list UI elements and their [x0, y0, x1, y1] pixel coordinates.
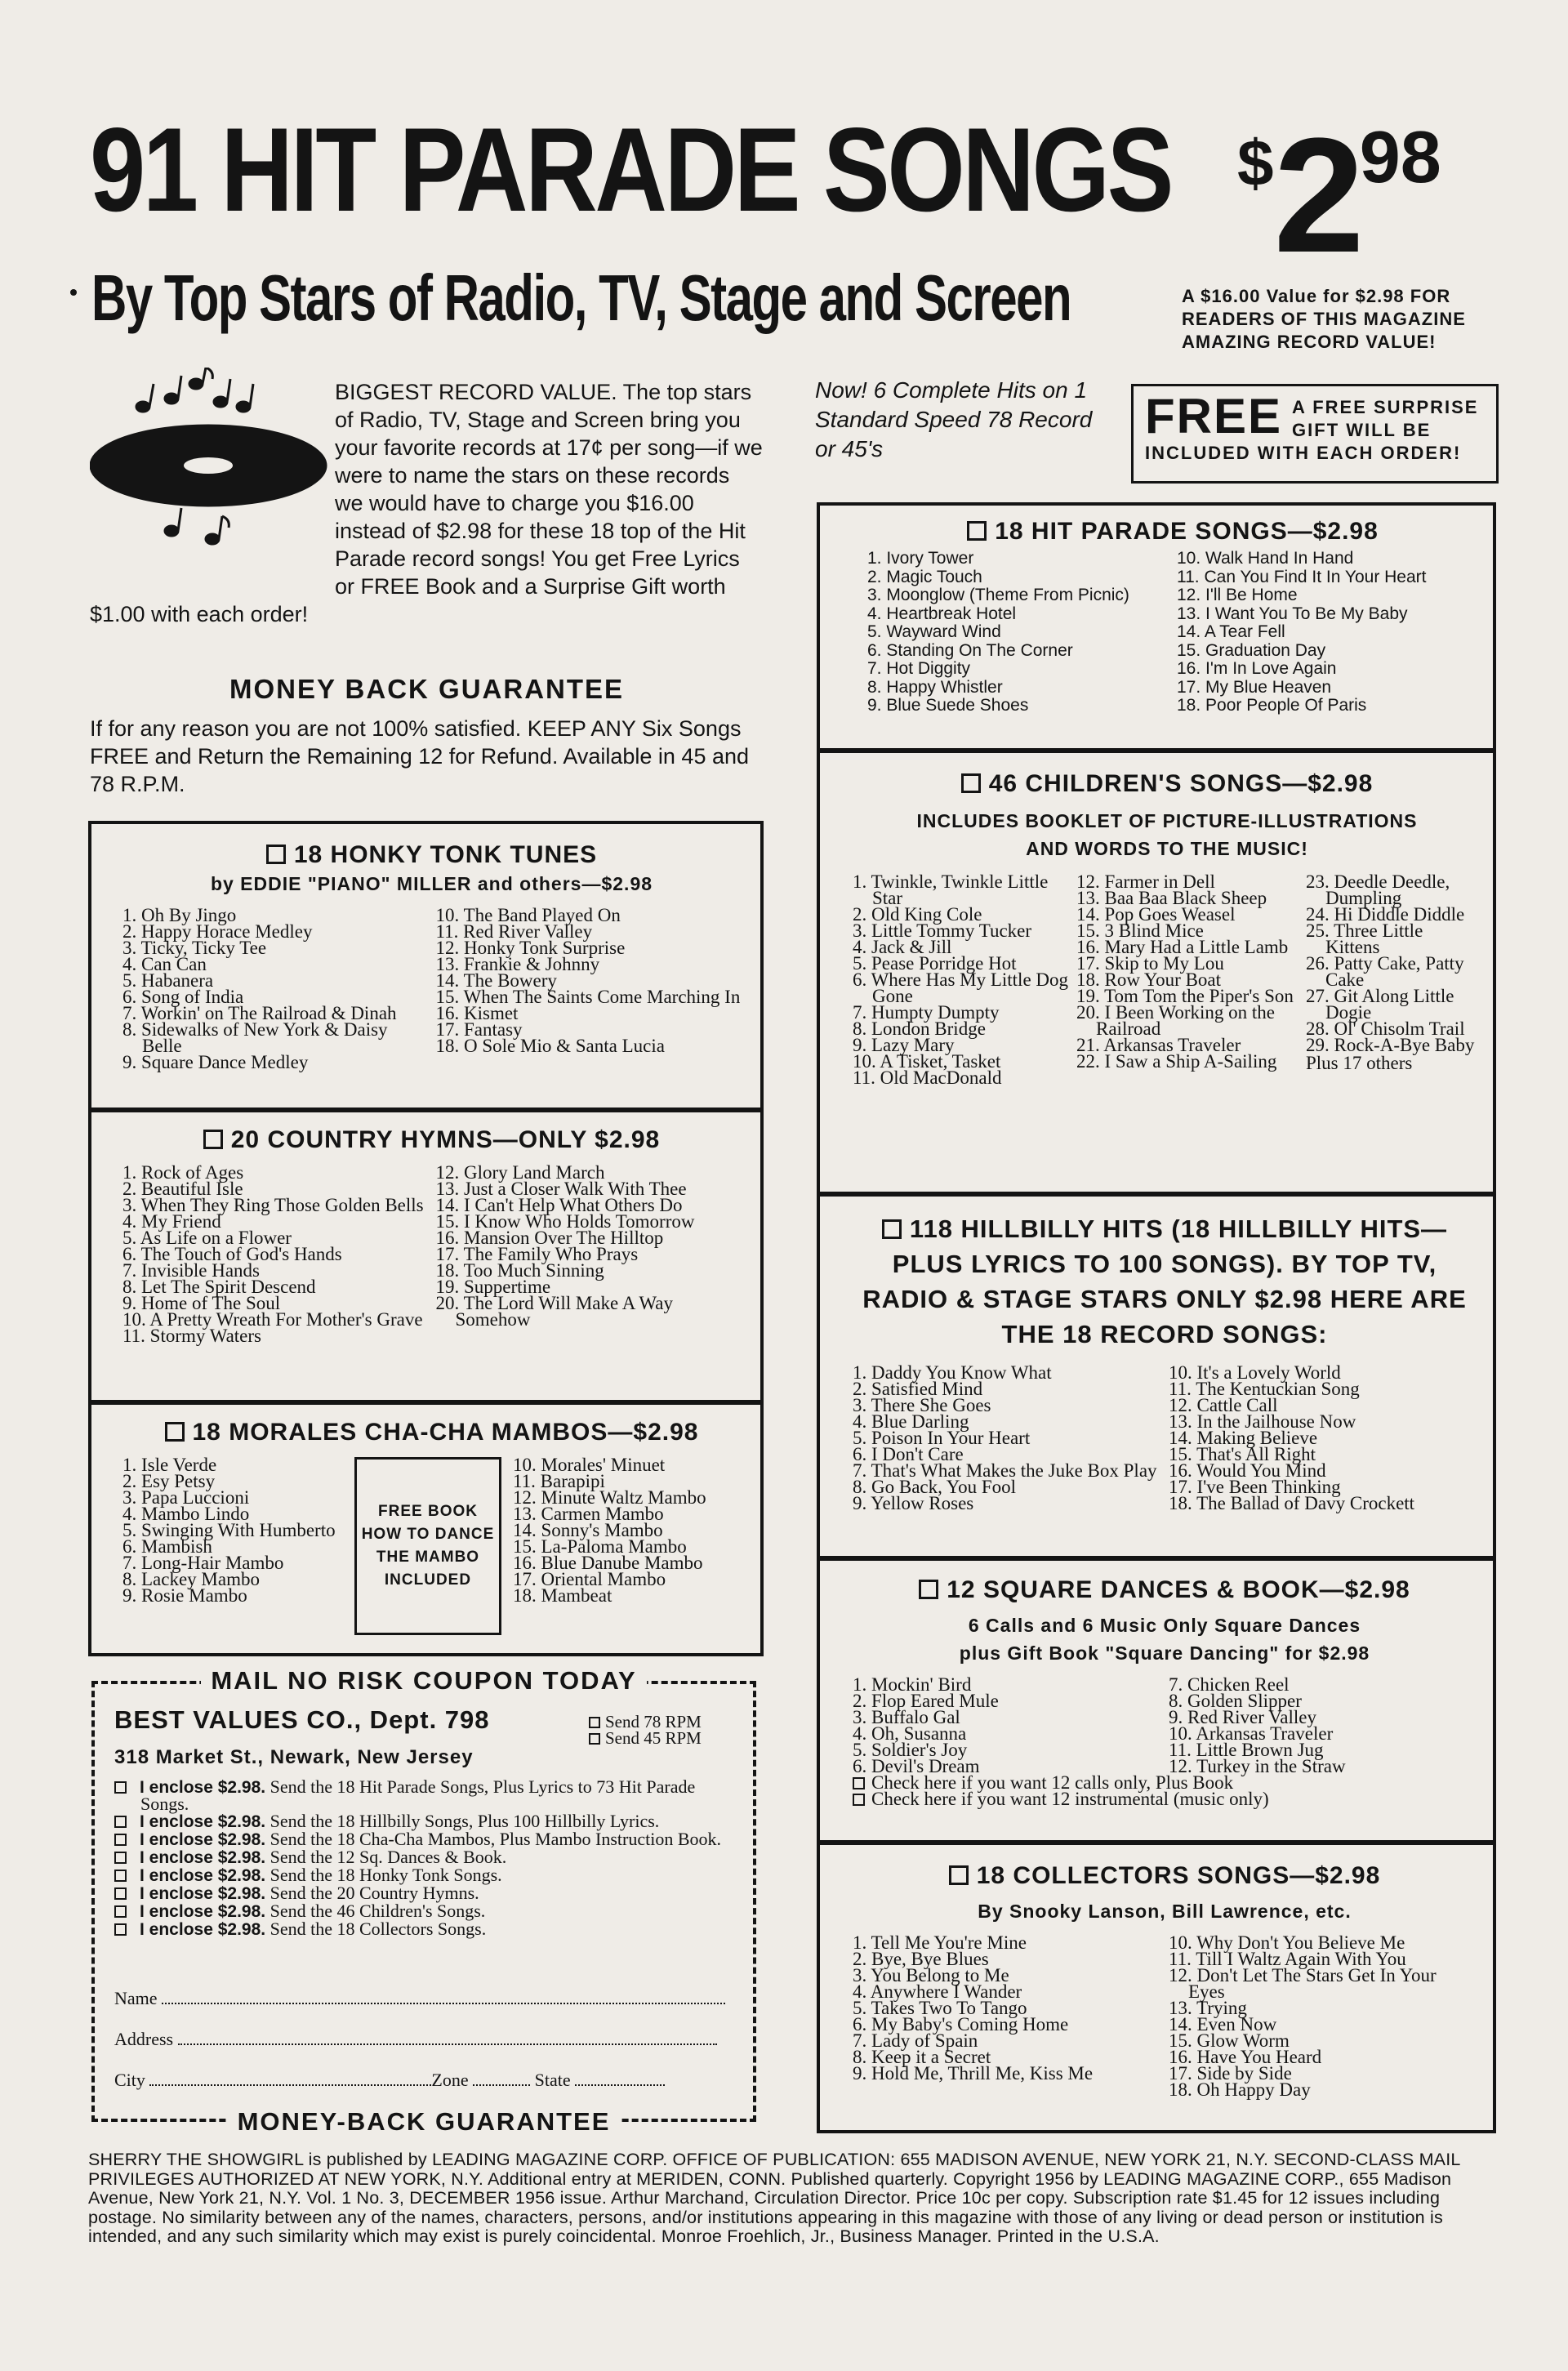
- list-item: 8. Keep it a Secret: [853, 2047, 991, 2067]
- list-item: 16. Would You Mind: [1169, 1460, 1326, 1481]
- list-item: 8. Go Back, You Fool: [853, 1477, 1017, 1497]
- order-checkbox[interactable]: [114, 1887, 127, 1900]
- price-whole: 2: [1273, 105, 1360, 287]
- list-item: 12. I'll Be Home: [1177, 586, 1298, 604]
- list-item: 4. Blue Darling: [853, 1411, 969, 1432]
- list-item: 16. Kismet: [435, 1003, 519, 1023]
- intro-paragraph: BIGGEST RECORD VALUE. The top stars of Radio, TV, Stage and Screen bring you your favorite records at 17¢ per song—if we were to name the stars on these records we would have to charge you $16.00 instead of $2.98 for these 18 top of the Hit Parade record songs! You get Free Lyrics or FREE Book and a Surprise Gift worth $1.00 with each order!: [90, 380, 763, 626]
- list-item: 15. La-Paloma Mambo: [513, 1536, 687, 1557]
- mambo-list-left: [122, 1457, 343, 1635]
- list-item: 11. Barapipi: [513, 1471, 605, 1491]
- list-item: 12. Cattle Call: [1169, 1395, 1278, 1415]
- list-item: 8. Golden Slipper: [1169, 1691, 1302, 1711]
- list-item: 14. A Tear Fell: [1177, 622, 1285, 641]
- list-item: 16. I'm In Love Again: [1177, 659, 1337, 678]
- hillbilly-checkbox[interactable]: [882, 1219, 902, 1239]
- list-item: 2. Magic Touch: [867, 567, 982, 586]
- list-item: 11. Till I Waltz Again With You: [1169, 1949, 1406, 1969]
- list-item: 3. Moonglow (Theme From Picnic): [867, 586, 1129, 604]
- list-item: 1. Daddy You Know What: [853, 1362, 1052, 1383]
- order-option: I enclose $2.98. Send the 18 Cha-Cha Mambos, Plus Mambo Instruction Book.: [114, 1831, 735, 1848]
- order-checkbox[interactable]: [114, 1781, 127, 1794]
- honky-tonk-list-left: [122, 907, 428, 1071]
- list-item: 6. I Don't Care: [853, 1444, 964, 1464]
- list-item: 2. Flop Eared Mule: [853, 1691, 999, 1711]
- childrens-songs-box: [817, 750, 1496, 1195]
- list-item: 17. Skip to My Lou: [1076, 953, 1224, 974]
- list-item: 11. Can You Find It In Your Heart: [1177, 567, 1427, 586]
- list-item: 12. Glory Land March: [435, 1162, 605, 1183]
- list-item: 9. Rosie Mambo: [122, 1585, 247, 1606]
- list-item: 7. Long-Hair Mambo: [122, 1553, 284, 1573]
- send-45-checkbox[interactable]: [589, 1733, 600, 1745]
- childrens-list-col2: [1076, 871, 1301, 1086]
- list-item: 19. Tom Tom the Piper's Son: [1076, 986, 1294, 1006]
- list-item: 9. Lazy Mary: [853, 1035, 955, 1055]
- collectors-title: 18 COLLECTORS SONGS—$2.98: [976, 1862, 1381, 1889]
- square-dances-subtitle-2: plus Gift Book "Square Dancing" for $2.98: [959, 1642, 1370, 1664]
- list-item: 26. Patty Cake, Patty Cake: [1306, 953, 1464, 990]
- order-checkbox[interactable]: [114, 1834, 127, 1846]
- list-item: 7. Invisible Hands: [122, 1260, 261, 1281]
- list-item: 1. Twinkle, Twinkle Little Star: [853, 871, 1049, 908]
- list-item: 12. Minute Waltz Mambo: [513, 1487, 706, 1508]
- list-item: 15. Graduation Day: [1177, 640, 1326, 660]
- square-dances-checkbox[interactable]: [919, 1580, 938, 1599]
- list-item: 17. The Family Who Prays: [435, 1244, 639, 1264]
- list-item: 10. It's a Lovely World: [1169, 1362, 1341, 1383]
- honky-tonk-title: 18 HONKY TONK TUNES: [293, 841, 598, 868]
- list-item: 7. Chicken Reel: [1169, 1674, 1290, 1695]
- childrens-songs-checkbox[interactable]: [961, 773, 981, 793]
- list-item: 5. Swinging With Humberto: [122, 1520, 336, 1540]
- list-item: 23. Deedle Deedle, Dumpling: [1306, 871, 1450, 908]
- childrens-list-col1: [853, 871, 1071, 1088]
- order-option: I enclose $2.98. Send the 20 Country Hymns.: [114, 1885, 735, 1902]
- hit-parade-list-left: [867, 550, 1169, 715]
- order-checkbox[interactable]: [114, 1870, 127, 1882]
- list-item: 5. Soldier's Joy: [853, 1740, 968, 1760]
- honky-tonk-list-right: [436, 907, 742, 1071]
- list-item: 12. Turkey in the Straw: [1169, 1756, 1346, 1776]
- list-item: 13. I Want You To Be My Baby: [1177, 604, 1408, 623]
- list-item: 9. Hold Me, Thrill Me, Kiss Me: [853, 2063, 1094, 2084]
- list-item: 4. Jack & Jill: [853, 937, 952, 957]
- childrens-list-col3: [1306, 871, 1481, 1055]
- list-item: 16. Mary Had a Little Lamb: [1076, 937, 1289, 957]
- value-note: A $16.00 Value for $2.98 FOR READERS OF THIS MAGAZINE AMAZING RECORD VALUE!: [1182, 286, 1466, 352]
- instrumental-label: Check here if you want 12 instrumental (music only): [871, 1789, 1269, 1809]
- list-item: 15. 3 Blind Mice: [1076, 920, 1204, 941]
- list-item: 6. Where Has My Little Dog Gone: [853, 969, 1069, 1006]
- hit-parade-list-right: [1177, 550, 1478, 715]
- free-gift-box: [1131, 384, 1499, 484]
- country-hymns-list-right: [435, 1162, 742, 1344]
- order-option: I enclose $2.98. Send the 12 Sq. Dances & Book.: [114, 1849, 735, 1866]
- hit-parade-checkbox[interactable]: [967, 521, 987, 541]
- list-item: 7. Humpty Dumpty: [853, 1002, 1000, 1023]
- list-item: 2. Esy Petsy: [122, 1471, 216, 1491]
- list-item: 6. My Baby's Coming Home: [853, 2014, 1069, 2035]
- list-item: 9. Blue Suede Shoes: [867, 696, 1029, 715]
- free-mambo-book-box: FREE BOOK HOW TO DANCE THE MAMBO INCLUDED: [354, 1457, 501, 1635]
- country-hymns-checkbox[interactable]: [203, 1130, 223, 1149]
- list-item: 3. Buffalo Gal: [853, 1707, 960, 1727]
- order-option: I enclose $2.98. Send the 46 Children's Songs.: [114, 1903, 735, 1920]
- list-item: 14. Pop Goes Weasel: [1076, 904, 1236, 925]
- guarantee-title: MONEY BACK GUARANTEE: [229, 674, 625, 704]
- list-item: 16. Have You Heard: [1169, 2047, 1322, 2067]
- list-item: 10. Arkansas Traveler: [1169, 1723, 1334, 1744]
- list-item: 11. Red River Valley: [435, 921, 593, 942]
- bullet-dot: [70, 289, 77, 296]
- honky-tonk-checkbox[interactable]: [266, 845, 286, 864]
- list-item: 19. Suppertime: [435, 1277, 551, 1297]
- square-dances-subtitle-1: 6 Calls and 6 Music Only Square Dances: [968, 1615, 1361, 1636]
- honky-tonk-subtitle: by EDDIE "PIANO" MILLER and others—$2.98: [210, 873, 653, 894]
- list-item: 10. A Pretty Wreath For Mother's Grave: [122, 1309, 423, 1330]
- free-label: FREE: [1145, 389, 1283, 443]
- list-item: 6. Song of India: [122, 987, 244, 1007]
- name-field[interactable]: [162, 2001, 725, 2004]
- list-item: 14. Even Now: [1169, 2014, 1277, 2035]
- childrens-songs-subtitle: INCLUDES BOOKLET OF PICTURE-ILLUSTRATIONS AND WORDS TO THE MUSIC!: [916, 810, 1418, 859]
- mambo-title: 18 MORALES CHA-CHA MAMBOS—$2.98: [192, 1419, 699, 1446]
- list-item: 20. I Been Working on the Railroad: [1076, 1002, 1276, 1039]
- list-item: 8. Lackey Mambo: [122, 1569, 260, 1589]
- mambo-checkbox[interactable]: [165, 1422, 185, 1442]
- send-78-label: Send 78 RPM: [605, 1712, 702, 1731]
- list-item: 2. Satisfied Mind: [853, 1379, 983, 1399]
- address-label: Address: [114, 2029, 174, 2049]
- list-item: 4. Can Can: [122, 954, 207, 974]
- square-dances-box: [817, 1558, 1496, 1843]
- rpm-options: [589, 1714, 702, 1746]
- list-item: 20. The Lord Will Make A Way Somehow: [435, 1293, 673, 1330]
- calls-only-label: Check here if you want 12 calls only, Plus Book: [871, 1772, 1234, 1793]
- list-item: 14. Making Believe: [1169, 1428, 1318, 1448]
- list-item: 18. Too Much Sinning: [435, 1260, 604, 1281]
- list-item: 15. That's All Right: [1169, 1444, 1316, 1464]
- list-item: 12. Honky Tonk Surprise: [435, 938, 626, 958]
- list-item: 4. Anywhere I Wander: [853, 1981, 1022, 2002]
- list-item: 8. Let The Spirit Descend: [122, 1277, 316, 1297]
- list-item: 13. Carmen Mambo: [513, 1504, 664, 1524]
- list-item: 15. I Know Who Holds Tomorrow: [435, 1211, 695, 1232]
- list-item: 11. Old MacDonald: [853, 1067, 1002, 1088]
- list-item: 13. Baa Baa Black Sheep: [1076, 888, 1267, 908]
- order-option: I enclose $2.98. Send the 18 Hillbilly Songs, Plus 100 Hillbilly Lyrics.: [114, 1813, 735, 1830]
- list-item: 16. Mansion Over The Hilltop: [435, 1228, 664, 1248]
- list-item: 18. Poor People Of Paris: [1177, 696, 1367, 715]
- childrens-songs-title: 46 CHILDREN'S SONGS—$2.98: [988, 770, 1374, 797]
- city-field[interactable]: [149, 2083, 431, 2086]
- list-item: 1. Isle Verde: [122, 1455, 217, 1475]
- state-field[interactable]: [575, 2083, 665, 2086]
- list-item: 6. The Touch of God's Hands: [122, 1244, 342, 1264]
- list-item: 2. Old King Cole: [853, 904, 982, 925]
- list-item: 2. Bye, Bye Blues: [853, 1949, 989, 1969]
- list-item: 10. Walk Hand In Hand: [1177, 549, 1354, 568]
- list-item: 11. Stormy Waters: [122, 1326, 261, 1346]
- list-item: 17. Fantasy: [435, 1019, 523, 1040]
- hillbilly-title: 118 HILLBILLY HITS (18 HILLBILLY HITS— PLUS LYRICS TO 100 SONGS). BY TOP TV, RADIO & STAGE STARS ONLY $2.98 HERE ARE THE 18 RECORD SONGS:: [862, 1214, 1467, 1348]
- coupon-footer: MONEY-BACK GUARANTEE: [228, 2107, 621, 2136]
- list-item: 24. Hi Diddle Diddle: [1306, 904, 1465, 925]
- coupon-heading: MAIL NO RISK COUPON TODAY: [201, 1666, 646, 1695]
- order-option: I enclose $2.98. Send the 18 Honky Tonk Songs.: [114, 1867, 735, 1884]
- list-item: 18. Mambeat: [513, 1585, 612, 1606]
- list-item: 9. Square Dance Medley: [122, 1052, 309, 1072]
- coupon-company: BEST VALUES CO., Dept. 798: [114, 1705, 490, 1734]
- subheadline: By Top Stars of Radio, TV, Stage and Screen: [91, 261, 1071, 334]
- list-item: 3. Papa Luccioni: [122, 1487, 250, 1508]
- list-item: 10. A Tisket, Tasket: [853, 1051, 1001, 1072]
- list-item: 8. Happy Whistler: [867, 677, 1003, 697]
- list-item: 8. London Bridge: [853, 1018, 986, 1039]
- list-item: 10. Why Don't You Believe Me: [1169, 1932, 1405, 1953]
- list-item: 11. Little Brown Jug: [1169, 1740, 1324, 1760]
- order-checkbox[interactable]: [114, 1852, 127, 1864]
- list-item: 18. The Ballad of Davy Crockett: [1169, 1493, 1415, 1513]
- list-item: 5. Wayward Wind: [867, 622, 1001, 641]
- order-coupon: [91, 1666, 756, 2136]
- list-item: 3. There She Goes: [853, 1395, 991, 1415]
- country-hymns-list-left: [122, 1162, 428, 1346]
- list-item: 1. Mockin' Bird: [853, 1674, 972, 1695]
- list-item: 12. Don't Let The Stars Get In Your Eyes: [1169, 1965, 1437, 2002]
- list-item: 9. Yellow Roses: [853, 1493, 974, 1513]
- country-hymns-title: 20 COUNTRY HYMNS—ONLY $2.98: [230, 1126, 661, 1153]
- list-item: 13. Trying: [1169, 1998, 1247, 2018]
- collectors-box: [817, 1842, 1496, 2133]
- guarantee-text: If for any reason you are not 100% satisfied. KEEP ANY Six Songs FREE and Return the Remaining 12 for Refund. Available in 45 and 78 R.P.M.: [90, 716, 750, 796]
- honky-tonk-box: [88, 821, 764, 1111]
- name-label: Name: [114, 1988, 158, 2008]
- list-item: 6. Standing On The Corner: [867, 640, 1073, 660]
- square-dances-title: 12 SQUARE DANCES & BOOK—$2.98: [947, 1576, 1410, 1603]
- collectors-list-left: [853, 1932, 1160, 2098]
- list-item: 9. Home of The Soul: [122, 1293, 281, 1313]
- list-item: 7. Lady of Spain: [853, 2030, 978, 2051]
- list-item: 3. When They Ring Those Golden Bells: [122, 1195, 424, 1215]
- list-item: 5. Habanera: [122, 970, 214, 991]
- now-text: Now! 6 Complete Hits on 1 Standard Speed 78 Record or 45's: [815, 377, 1093, 461]
- order-option: I enclose $2.98. Send the 18 Collectors Songs.: [114, 1921, 735, 1938]
- list-item: 7. That's What Makes the Juke Box Play: [853, 1460, 1157, 1481]
- hit-parade-title: 18 HIT PARADE SONGS—$2.98: [995, 518, 1379, 545]
- list-item: 4. Oh, Susanna: [853, 1723, 967, 1744]
- list-item: 4. My Friend: [122, 1211, 221, 1232]
- instrumental-checkbox[interactable]: [853, 1794, 865, 1806]
- order-checkbox[interactable]: [114, 1816, 127, 1828]
- list-item: 18. Row Your Boat: [1076, 969, 1222, 990]
- list-item: 3. Little Tommy Tucker: [853, 920, 1032, 941]
- list-item: 5. As Life on a Flower: [122, 1228, 292, 1248]
- zone-field[interactable]: [473, 2083, 530, 2086]
- list-item: 14. Sonny's Mambo: [513, 1520, 663, 1540]
- list-item: 3. You Belong to Me: [853, 1965, 1009, 1985]
- list-item: 16. Blue Danube Mambo: [513, 1553, 703, 1573]
- list-item: 10. Morales' Minuet: [513, 1455, 666, 1475]
- list-item: 25. Three Little Kittens: [1306, 920, 1423, 957]
- list-item: 14. I Can't Help What Others Do: [435, 1195, 683, 1215]
- order-checkbox[interactable]: [114, 1923, 127, 1936]
- list-item: 1. Oh By Jingo: [122, 905, 237, 925]
- list-item: 17. Side by Side: [1169, 2063, 1292, 2084]
- list-item: 2. Beautiful Isle: [122, 1179, 243, 1199]
- list-item: 28. Ol' Chisolm Trail: [1306, 1018, 1465, 1039]
- list-item: 10. The Band Played On: [435, 905, 621, 925]
- send-78-checkbox[interactable]: [589, 1717, 600, 1728]
- list-item: 18. Oh Happy Day: [1169, 2079, 1311, 2100]
- publication-notice: SHERRY THE SHOWGIRL is published by LEADING MAGAZINE CORP. OFFICE OF PUBLICATION: 655 MADISON AVENUE, NEW YORK 21, N.Y. SECOND-CLASS MAIL PRIVILEGES AUTHORIZED AT NEW YORK, N.Y. Additional entry at MERIDEN, CONN. Published quarterly. Copyright 1956 by LEADING MAGAZINE CORP., 655 Madison Avenue, New York 21, N.Y. Vol. 1 No. 3, DECEMBER 1956 issue. Arthur Marchand, Circulation Director. Price 10c per copy. Subscription rate $1.45 for 12 issues including postage. No similarity between any of the names, characters, persons, and/or institutions appearing in this magazine with those of any living or dead person or institution is intended, and any such similarity which may exist is purely coincidental. Monroe Froehlich, Jr., Business Manager. Printed in the U.S.A.: [88, 2150, 1460, 2246]
- list-item: 18. O Sole Mio & Santa Lucia: [435, 1036, 665, 1056]
- collectors-subtitle: By Snooky Lanson, Bill Lawrence, etc.: [978, 1901, 1352, 1922]
- list-item: 13. In the Jailhouse Now: [1169, 1411, 1356, 1432]
- city-label: City: [114, 2070, 145, 2090]
- mambo-list-right: [513, 1457, 741, 1635]
- list-item: 13. Frankie & Johnny: [435, 954, 600, 974]
- list-item: 29. Rock-A-Bye Baby: [1306, 1035, 1475, 1055]
- free-gift-text: A FREE SURPRISE GIFT WILL BE INCLUDED WITH EACH ORDER!: [1145, 397, 1479, 463]
- list-item: 9. Red River Valley: [1169, 1707, 1316, 1727]
- list-item: 17. I've Been Thinking: [1169, 1477, 1341, 1497]
- send-45-label: Send 45 RPM: [605, 1728, 702, 1748]
- childrens-plus-others: Plus 17 others: [1306, 1053, 1413, 1073]
- list-item: 22. I Saw a Ship A-Sailing: [1076, 1051, 1277, 1072]
- price-dollar-sign: $: [1237, 127, 1274, 199]
- list-item: 21. Arkansas Traveler: [1076, 1035, 1241, 1055]
- price-cents: 98: [1359, 117, 1441, 198]
- country-hymns-box: [88, 1109, 764, 1403]
- price: [1237, 105, 1441, 287]
- state-label: State: [534, 2070, 571, 2090]
- list-item: 4. Heartbreak Hotel: [867, 604, 1017, 623]
- headline: 91 HIT PARADE SONGS: [90, 103, 1172, 236]
- coupon-order-options: [114, 1776, 735, 1939]
- hillbilly-list-left: [853, 1362, 1160, 1513]
- list-item: 1. Ivory Tower: [867, 549, 974, 568]
- list-item: 6. Devil's Dream: [853, 1756, 980, 1776]
- coupon-address: 318 Market St., Newark, New Jersey: [114, 1746, 474, 1768]
- list-item: 5. Pease Porridge Hot: [853, 953, 1017, 974]
- list-item: 1. Tell Me You're Mine: [853, 1932, 1027, 1953]
- square-list-left: [853, 1674, 1160, 1776]
- list-item: 8. Sidewalks of New York & Daisy Belle: [122, 1019, 388, 1056]
- list-item: 14. The Bowery: [435, 970, 557, 991]
- list-item: 13. Just a Closer Walk With Thee: [435, 1179, 687, 1199]
- address-field[interactable]: [178, 2042, 717, 2045]
- list-item: 27. Git Along Little Dogie: [1306, 986, 1454, 1023]
- list-item: 1. Rock of Ages: [122, 1162, 244, 1183]
- intro-text: [90, 378, 764, 628]
- list-item: 6. Mambish: [122, 1536, 212, 1557]
- square-list-right: [1169, 1674, 1477, 1776]
- hit-parade-box: [817, 502, 1496, 751]
- list-item: 11. The Kentuckian Song: [1169, 1379, 1360, 1399]
- list-item: 5. Poison In Your Heart: [853, 1428, 1031, 1448]
- list-item: 7. Workin' on The Railroad & Dinah: [122, 1003, 397, 1023]
- hillbilly-box: [817, 1193, 1496, 1559]
- order-checkbox[interactable]: [114, 1905, 127, 1918]
- list-item: 2. Happy Horace Medley: [122, 921, 313, 942]
- list-item: 3. Ticky, Ticky Tee: [122, 938, 267, 958]
- list-item: 12. Farmer in Dell: [1076, 871, 1215, 892]
- collectors-checkbox[interactable]: [949, 1865, 969, 1885]
- hillbilly-list-right: [1169, 1362, 1477, 1513]
- list-item: 4. Mambo Lindo: [122, 1504, 250, 1524]
- zone-label: Zone: [431, 2070, 469, 2090]
- order-option: I enclose $2.98. Send the 18 Hit Parade Songs, Plus Lyrics to 73 Hit Parade Songs.: [114, 1779, 735, 1812]
- list-item: 7. Hot Diggity: [867, 659, 971, 678]
- list-item: 15. When The Saints Come Marching In: [435, 987, 741, 1007]
- list-item: 5. Takes Two To Tango: [853, 1998, 1027, 2018]
- calls-only-checkbox[interactable]: [853, 1777, 865, 1789]
- list-item: 17. Oriental Mambo: [513, 1569, 666, 1589]
- list-item: 17. My Blue Heaven: [1177, 677, 1332, 697]
- list-item: 15. Glow Worm: [1169, 2030, 1290, 2051]
- collectors-list-right: [1169, 1932, 1477, 2100]
- mambo-box: [88, 1402, 764, 1656]
